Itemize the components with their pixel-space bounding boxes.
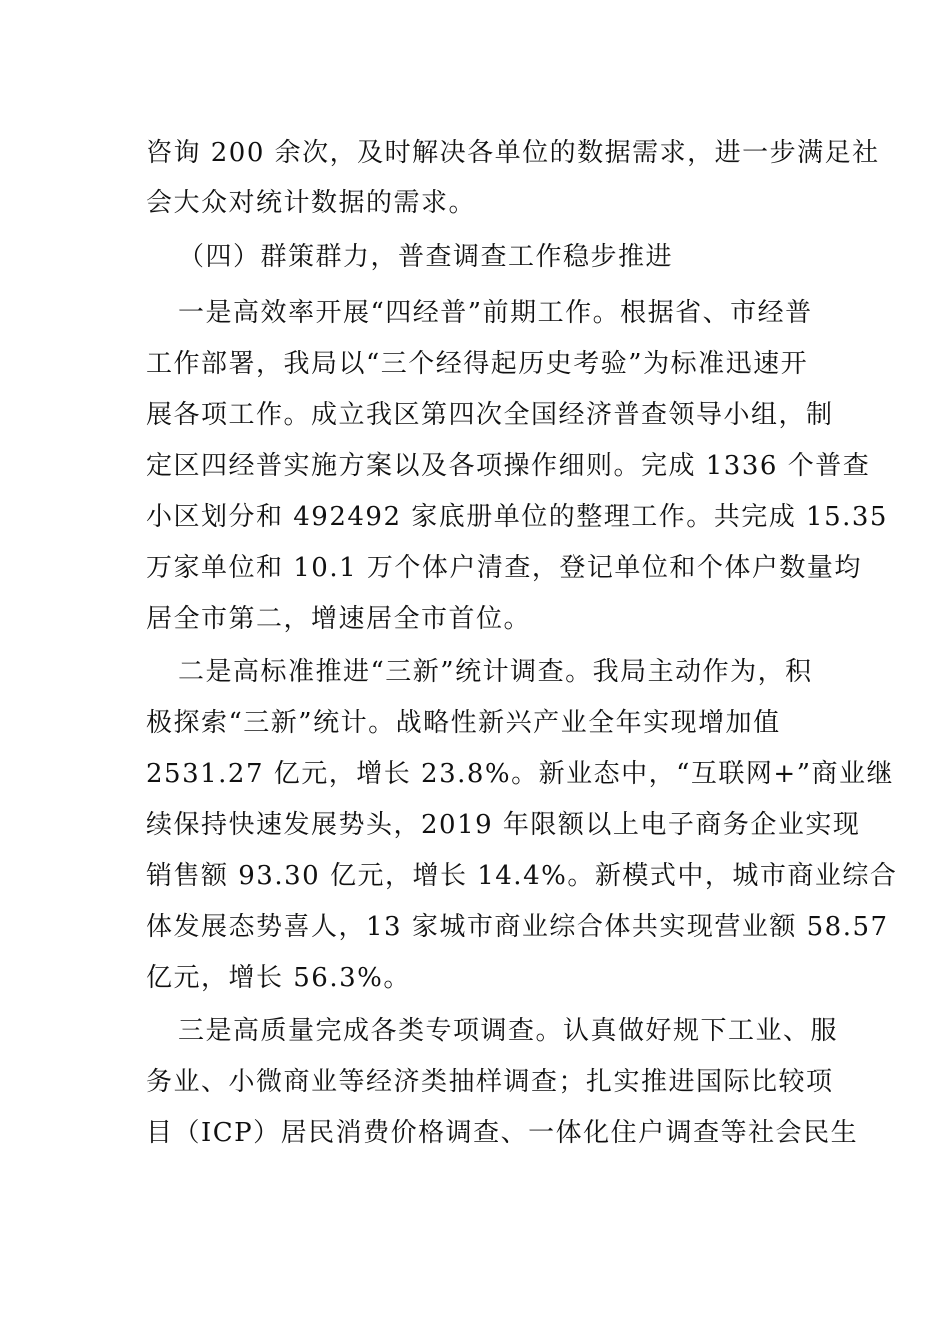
text-line-1: 咨询 200 余次，及时解决各单位的数据需求，进一步满足社 [146, 138, 880, 168]
text-line-9: 万家单位和 10.1 万个体户清查，登记单位和个体户数量均 [146, 553, 862, 583]
text-line-5: 工作部署，我局以“三个经得起历史考验”为标准迅速开 [146, 349, 809, 379]
text-line-19: 务业、小微商业等经济类抽样调查；扎实推进国际比较项 [146, 1067, 834, 1097]
text-line-4: 一是高效率开展“四经普”前期工作。根据省、市经普 [178, 298, 813, 328]
section-heading: （四）群策群力，普查调查工作稳步推进 [178, 242, 674, 272]
text-line-15: 销售额 93.30 亿元，增长 14.4%。新模式中，城市商业综合 [146, 861, 898, 891]
text-line-13: 2531.27 亿元，增长 23.8%。新业态中，“互联网+”商业继 [146, 759, 895, 789]
text-line-11: 二是高标准推进“三新”统计调查。我局主动作为，积 [178, 657, 813, 687]
text-line-20: 目（ICP）居民消费价格调查、一体化住户调查等社会民生 [146, 1118, 859, 1148]
text-line-18: 三是高质量完成各类专项调查。认真做好规下工业、服 [178, 1016, 839, 1046]
text-line-6: 展各项工作。成立我区第四次全国经济普查领导小组，制 [146, 400, 834, 430]
text-line-14: 续保持快速发展势头，2019 年限额以上电子商务企业实现 [146, 810, 861, 840]
text-line-2: 会大众对统计数据的需求。 [146, 188, 477, 218]
text-line-12: 极探索“三新”统计。战略性新兴产业全年实现增加值 [146, 708, 781, 738]
text-line-8: 小区划分和 492492 家底册单位的整理工作。共完成 15.35 [146, 502, 888, 532]
text-line-17: 亿元，增长 56.3%。 [146, 963, 411, 993]
text-line-10: 居全市第二，增速居全市首位。 [146, 604, 532, 634]
text-line-7: 定区四经普实施方案以及各项操作细则。完成 1336 个普查 [146, 451, 871, 481]
text-line-16: 体发展态势喜人，13 家城市商业综合体共实现营业额 58.57 [146, 912, 889, 942]
